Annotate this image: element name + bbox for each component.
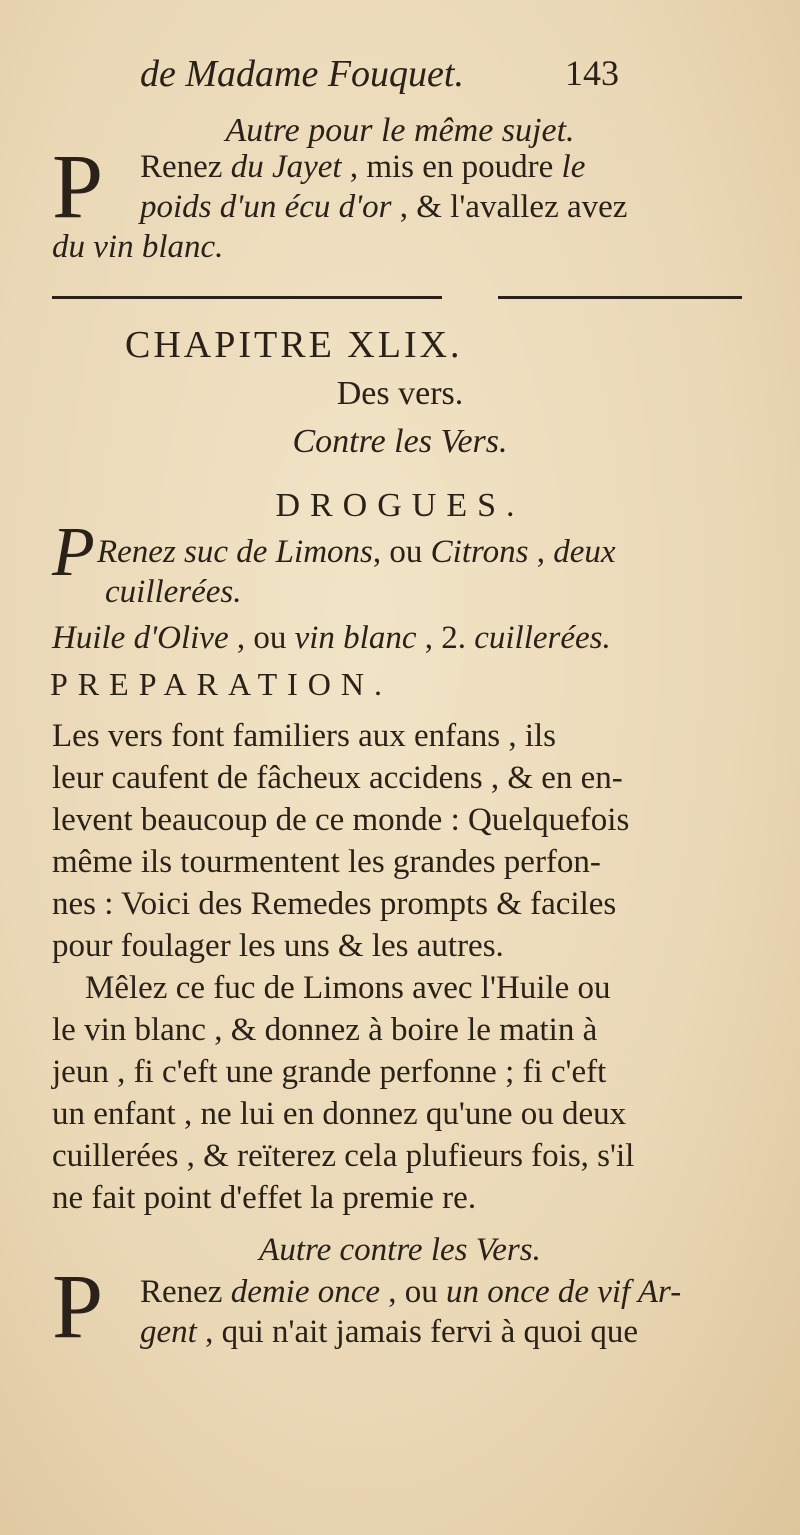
chapter-heading: CHAPITRE XLIX. [125, 324, 463, 366]
text-line: Renez demie once , ou un once de vif Ar- [140, 1274, 682, 1310]
body-line: leur caufent de fâcheux accidens , & en en- [52, 760, 623, 796]
drop-cap: P [52, 1255, 104, 1357]
body-line: ne fait point d'effet la premie re. [52, 1180, 477, 1216]
chapter-subtitle: Des vers. [336, 375, 464, 412]
body-line: levent beaucoup de ce monde : Quelquefois [52, 802, 630, 838]
body-line: jeun , fi c'eft une grande perfonne ; fi c'eft [52, 1054, 607, 1090]
preparation-heading: PREPARATION. [50, 666, 392, 702]
against-title: Contre les Vers. [292, 423, 508, 460]
text-line: Renez du Jayet , mis en poudre le [140, 149, 586, 185]
body-line: cuillerées , & reïterez cela plufieurs fois, s'il [52, 1138, 635, 1174]
running-header [0, 52, 800, 102]
running-title: de Madame Fouquet. [140, 53, 464, 95]
body-line: même ils tourmentent les grandes perfon- [52, 844, 601, 880]
body-line: Mêlez ce fuc de Limons avec l'Huile ou [85, 970, 611, 1006]
text-line: cuillerées. [105, 574, 242, 610]
body-line: un enfant , ne lui en donnez qu'une ou deux [52, 1096, 627, 1132]
body-line: pour foulager les uns & les autres. [52, 928, 504, 964]
text-line: poids d'un écu d'or , & l'avallez avez [140, 189, 628, 225]
divider [498, 296, 742, 299]
drop-cap: P [52, 514, 95, 591]
body-line: nes : Voici des Remedes prompts & faciles [52, 886, 617, 922]
body-line: Les vers font familiers aux enfans , ils [52, 718, 557, 754]
body-line: le vin blanc , & donnez à boire le matin à [52, 1012, 598, 1048]
text-line: Renez suc de Limons, ou Citrons , deux [97, 534, 616, 570]
page-number: 143 [565, 53, 619, 93]
divider [52, 296, 442, 299]
section-title: Autre pour le même sujet. [225, 112, 575, 149]
section-title: Autre contre les Vers. [259, 1232, 541, 1268]
drop-cap: P [52, 135, 104, 237]
text-line: du vin blanc. [52, 229, 224, 265]
text-line: gent , qui n'ait jamais fervi à quoi que [140, 1314, 639, 1350]
drugs-heading: DROGUES. [275, 487, 525, 524]
text-line: Huile d'Olive , ou vin blanc , 2. cuillerées. [52, 620, 611, 656]
